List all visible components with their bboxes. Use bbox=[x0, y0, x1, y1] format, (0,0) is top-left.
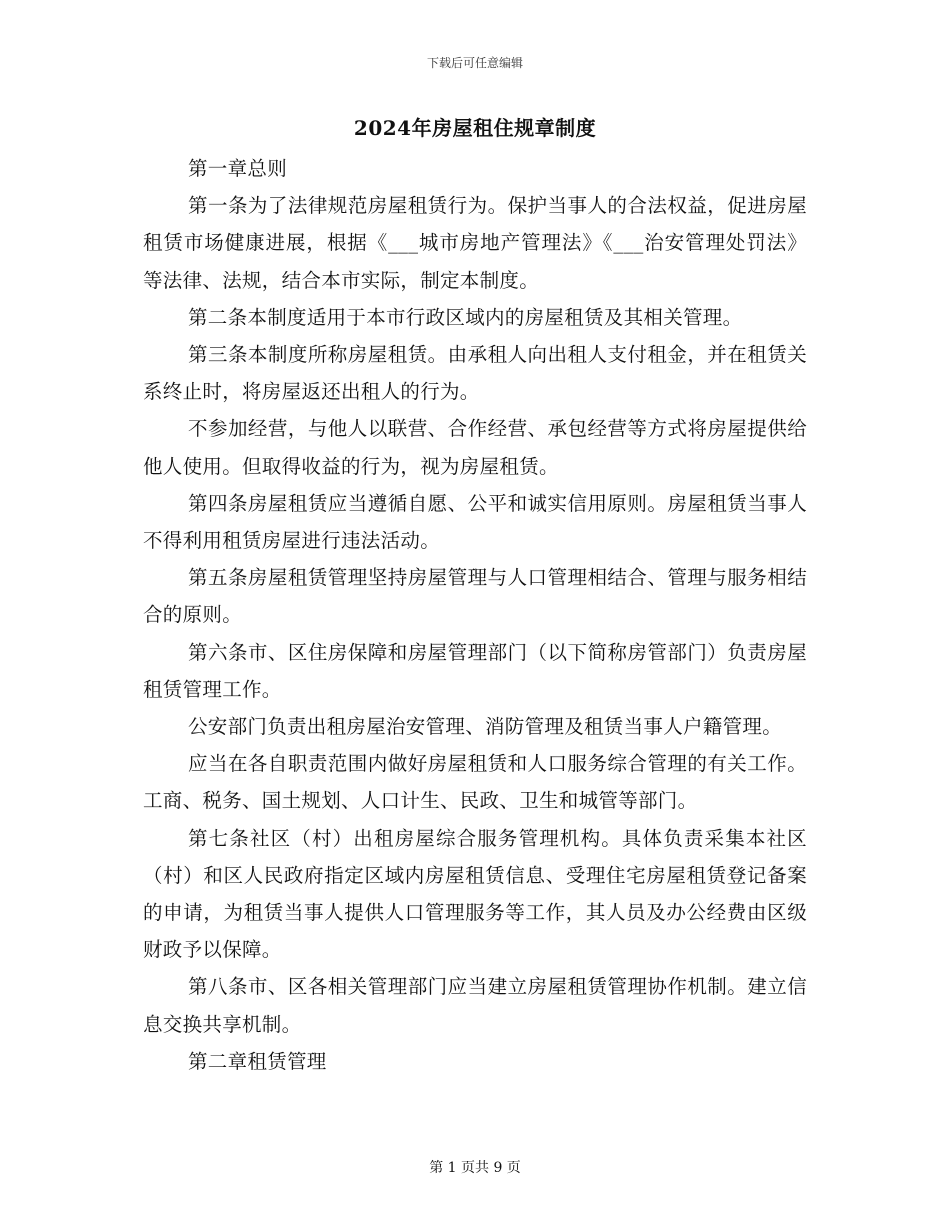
paragraph: 第二条本制度适用于本市行政区域内的房屋租赁及其相关管理。 bbox=[188, 305, 743, 329]
paragraph: 第七条社区（村）出租房屋综合服务管理机构。具体负责采集本社区（村）和区人民政府指定区域内房屋租赁信息、受理住宅房屋租赁登记备案的申请，为租赁当事人提供人口管理服务等工作，其人员及办公经费由区级财政予以保障。 bbox=[143, 826, 807, 962]
page-number: 第 1 页共 9 页 bbox=[429, 1160, 521, 1176]
paragraph: 第三条本制度所称房屋租赁。由承租人向出租人支付租金，并在租赁关系终止时，将房屋返还出租人的行为。 bbox=[143, 343, 807, 404]
paragraph: 第四条房屋租赁应当遵循自愿、公平和诚实信用原则。房屋租赁当事人不得利用租赁房屋进行违法活动。 bbox=[143, 491, 807, 553]
chapter-heading: 第一章总则 bbox=[188, 157, 288, 180]
paragraph: 第六条市、区住房保障和房屋管理部门（以下简称房管部门）负责房屋租赁管理工作。 bbox=[143, 640, 807, 701]
chapter-heading: 第二章租赁管理 bbox=[188, 1049, 327, 1073]
paragraph: 不参加经营，与他人以联营、合作经营、承包经营等方式将房屋提供给他人使用。但取得收益的行为，视为房屋租赁。 bbox=[143, 417, 807, 478]
paragraph: 第八条市、区各相关管理部门应当建立房屋租赁管理协作机制。建立信息交换共享机制。 bbox=[143, 975, 807, 1036]
document-title: 2024年房屋租住规章制度 bbox=[353, 116, 597, 140]
paragraph: 第一条为了法律规范房屋租赁行为。保护当事人的合法权益，促进房屋租赁市场健康进展，根据《___城市房地产管理法》《___治安管理处罚法》等法律、法规，结合本市实际，制定本制度。 bbox=[143, 194, 807, 292]
paragraph: 公安部门负责出租房屋治安管理、消防管理及租赁当事人户籍管理。 bbox=[188, 715, 783, 739]
paragraph: 应当在各自职责范围内做好房屋租赁和人口服务综合管理的有关工作。工商、税务、国土规划、人口计生、民政、卫生和城管等部门。 bbox=[143, 752, 807, 813]
document-body bbox=[143, 150, 807, 1080]
paragraph: 第五条房屋租赁管理坚持房屋管理与人口管理相结合、管理与服务相结合的原则。 bbox=[143, 566, 807, 627]
page-header-note: 下载后可任意编辑 bbox=[426, 56, 523, 70]
